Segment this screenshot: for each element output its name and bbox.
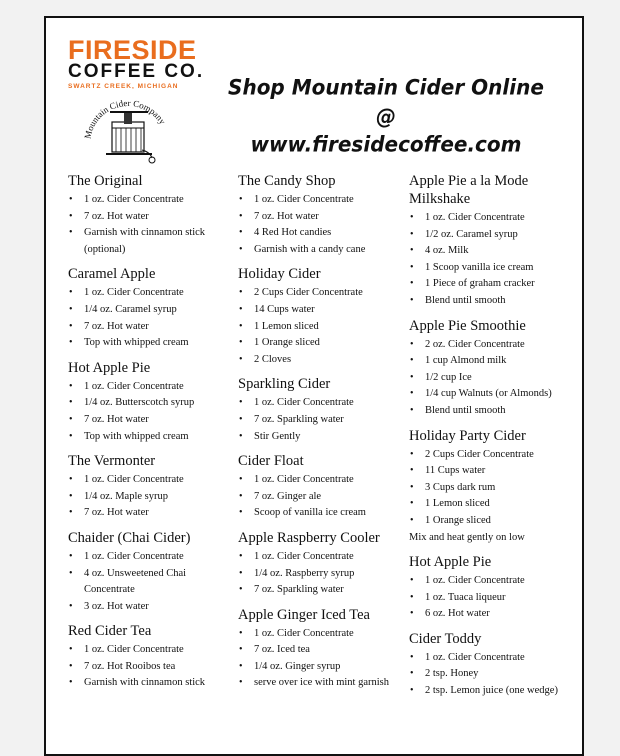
recipe-card [238, 172, 410, 258]
recipe-card [238, 452, 410, 522]
ingredient-item: • Top with whipped cream [68, 429, 233, 446]
recipe-title: Red Cider Tea [68, 623, 152, 640]
ingredient-item: • 3 oz. Hot water [68, 599, 233, 616]
brand-logo [68, 35, 208, 92]
headline-line-2[interactable]: www.firesidecoffee.com [250, 131, 522, 157]
ingredient-item: • 4 oz. Milk [409, 243, 581, 260]
recipe-card [238, 375, 410, 445]
recipe-title: Caramel Apple [68, 266, 156, 283]
ingredient-item: • 4 Red Hot candies [238, 225, 410, 242]
ingredient-item: • 6 oz. Hot water [409, 606, 581, 623]
ingredient-item: • serve over ice with mint garnish [238, 675, 410, 692]
ingredient-item: • 2 tsp. Lemon juice (one wedge) [409, 683, 581, 700]
ingredient-item: • 1 oz. Cider Concentrate [409, 573, 581, 590]
recipe-title: Holiday Party Cider [409, 427, 526, 444]
recipe-column-2 [238, 172, 410, 699]
ingredient-item: • 1/4 oz. Raspberry syrup [238, 566, 410, 583]
ingredient-item: • 1/2 cup Ice [409, 370, 581, 387]
recipe-card [409, 172, 581, 310]
ingredient-item: • 1 oz. Cider Concentrate [68, 192, 233, 209]
ingredient-item: • 1/4 oz. Ginger syrup [238, 659, 410, 676]
ingredient-item: • 1 Lemon sliced [238, 319, 410, 336]
ingredient-list [68, 642, 233, 692]
ingredient-item: • 1 oz. Cider Concentrate [409, 210, 581, 227]
headline [216, 74, 556, 158]
recipe-card [68, 172, 233, 258]
recipe-card [68, 359, 233, 445]
recipe-column-1 [68, 172, 233, 699]
ingredient-item: • 1 Lemon sliced [409, 496, 581, 513]
recipe-title: The Original [68, 173, 143, 189]
ingredient-item: • 7 oz. Sparkling water [238, 412, 410, 429]
ingredient-item: • 7 oz. Hot water [68, 505, 233, 522]
recipe-title: Apple Raspberry Cooler [238, 529, 380, 546]
ingredient-list [409, 337, 581, 420]
recipe-title: Apple Pie Smoothie [409, 317, 526, 334]
ingredient-item: • 1 oz. Cider Concentrate [68, 379, 233, 396]
ingredient-list [68, 472, 233, 522]
ingredient-item: • Garnish with cinnamon stick [68, 675, 233, 692]
ingredient-item: • 2 oz. Cider Concentrate [409, 337, 581, 354]
ingredient-item: • Scoop of vanilla ice cream [238, 505, 410, 522]
recipe-title: The Vermonter [68, 453, 156, 470]
ingredient-item: • Blend until smooth [409, 293, 581, 310]
ingredient-item: • 1 oz. Cider Concentrate [68, 642, 233, 659]
recipe-card [238, 265, 410, 368]
ingredient-list [238, 472, 410, 522]
ingredient-item: • Stir Gently [238, 429, 410, 446]
recipe-title: Hot Apple Pie [409, 554, 492, 571]
recipe-title: Apple Pie a la Mode Milkshake [409, 173, 529, 207]
recipe-card [68, 265, 233, 351]
ingredient-list [238, 549, 410, 599]
ingredient-item: • 7 oz. Ginger ale [238, 489, 410, 506]
recipe-card [68, 529, 233, 615]
recipe-title: The Candy Shop [238, 173, 336, 189]
ingredient-item: • 7 oz. Hot water [68, 319, 233, 336]
ingredient-list [238, 192, 410, 258]
ingredient-item: • 1 oz. Cider Concentrate [68, 549, 233, 566]
recipe-sheet [44, 16, 584, 756]
ingredient-item: • 1 Orange sliced [409, 513, 581, 530]
ingredient-item: • 1 oz. Cider Concentrate [238, 192, 410, 209]
ingredient-item: • 7 oz. Iced tea [238, 642, 410, 659]
recipe-title: Apple Ginger Iced Tea [238, 606, 370, 623]
recipe-title: Cider Float [238, 453, 304, 470]
ingredient-item: • Top with whipped cream [68, 335, 233, 352]
ingredient-list [68, 285, 233, 351]
ingredient-item: • 7 oz. Sparkling water [238, 582, 410, 599]
ingredient-list [409, 650, 581, 700]
ingredient-item: • 1 oz. Cider Concentrate [238, 472, 410, 489]
brand-name-top: FIRESIDE [68, 35, 197, 65]
recipe-card [68, 452, 233, 522]
ingredient-item: • 11 Cups water [409, 463, 581, 480]
ingredient-list [238, 626, 410, 692]
brand-name-bottom: COFFEE CO. [68, 61, 205, 82]
brand-location: SWARTZ CREEK, MICHIGAN [68, 83, 179, 90]
ingredient-item: • 1 oz. Cider Concentrate [68, 472, 233, 489]
ingredient-item: • 1/2 oz. Caramel syrup [409, 227, 581, 244]
recipe-title: Holiday Cider [238, 266, 321, 283]
ingredient-item: • 4 oz. Unsweetened Chai Concentrate [68, 566, 233, 599]
ingredient-list [68, 549, 233, 615]
ingredient-item: • 1 oz. Cider Concentrate [238, 626, 410, 643]
ingredient-item: • 1/4 oz. Maple syrup [68, 489, 233, 506]
ingredient-item: • 7 oz. Hot water [238, 209, 410, 226]
ingredient-list [68, 192, 233, 258]
ingredient-item: • 1 oz. Cider Concentrate [68, 285, 233, 302]
ingredient-item: • 1 oz. Cider Concentrate [409, 650, 581, 667]
recipe-title: Cider Toddy [409, 630, 482, 647]
ingredient-item: • 1 oz. Tuaca liqueur [409, 590, 581, 607]
ingredient-list [409, 447, 581, 530]
ingredient-item: • 2 Cups Cider Concentrate [409, 447, 581, 464]
recipe-card [409, 317, 581, 420]
ingredient-item: • 1/4 cup Walnuts (or Almonds) [409, 386, 581, 403]
recipe-title: Chaider (Chai Cider) [68, 529, 191, 546]
recipe-card [68, 622, 233, 692]
ingredient-item: • 7 oz. Hot water [68, 412, 233, 429]
ingredient-item: • 2 Cloves [238, 352, 410, 369]
recipe-title: Sparkling Cider [238, 376, 331, 393]
ingredient-item: • 1 oz. Cider Concentrate [238, 549, 410, 566]
ingredient-item: • 1/4 oz. Butterscotch syrup [68, 395, 233, 412]
ingredient-item: • Blend until smooth [409, 403, 581, 420]
ingredient-item: • 2 Cups Cider Concentrate [238, 285, 410, 302]
ingredient-item: • 2 tsp. Honey [409, 666, 581, 683]
ingredient-item: • 1 Scoop vanilla ice cream [409, 260, 581, 277]
ingredient-item: • 1 oz. Cider Concentrate [238, 395, 410, 412]
ingredient-list [409, 210, 581, 310]
ingredient-item: • 7 oz. Hot Rooibos tea [68, 659, 233, 676]
recipe-card [409, 630, 581, 700]
ingredient-item: • Garnish with cinnamon stick (optional) [68, 225, 233, 258]
ingredient-item: • 7 oz. Hot water [68, 209, 233, 226]
recipe-column-3 [409, 172, 581, 707]
svg-text:Mountain Cider Company: Mountain Cider Company [82, 97, 168, 140]
ingredient-list [238, 395, 410, 445]
recipe-title: Hot Apple Pie [68, 359, 151, 376]
headline-line-1: Shop Mountain Cider Online @ [228, 74, 544, 130]
ingredient-item: • 1 Piece of graham cracker [409, 276, 581, 293]
cider-press-seal-icon [80, 88, 176, 174]
ingredient-list [409, 573, 581, 623]
recipe-card [409, 427, 581, 547]
ingredient-list [238, 285, 410, 368]
recipe-card [238, 529, 410, 599]
ingredient-item: • 14 Cups water [238, 302, 410, 319]
ingredient-item: • 1 cup Almond milk [409, 353, 581, 370]
ingredient-item: • 3 Cups dark rum [409, 480, 581, 497]
recipe-card [238, 606, 410, 692]
ingredient-list [68, 379, 233, 445]
recipe-card [409, 553, 581, 623]
ingredient-item: • Garnish with a candy cane [238, 242, 410, 259]
ingredient-item: • 1 Orange sliced [238, 335, 410, 352]
recipe-note: Mix and heat gently on low [409, 531, 525, 543]
ingredient-item: • 1/4 oz. Caramel syrup [68, 302, 233, 319]
